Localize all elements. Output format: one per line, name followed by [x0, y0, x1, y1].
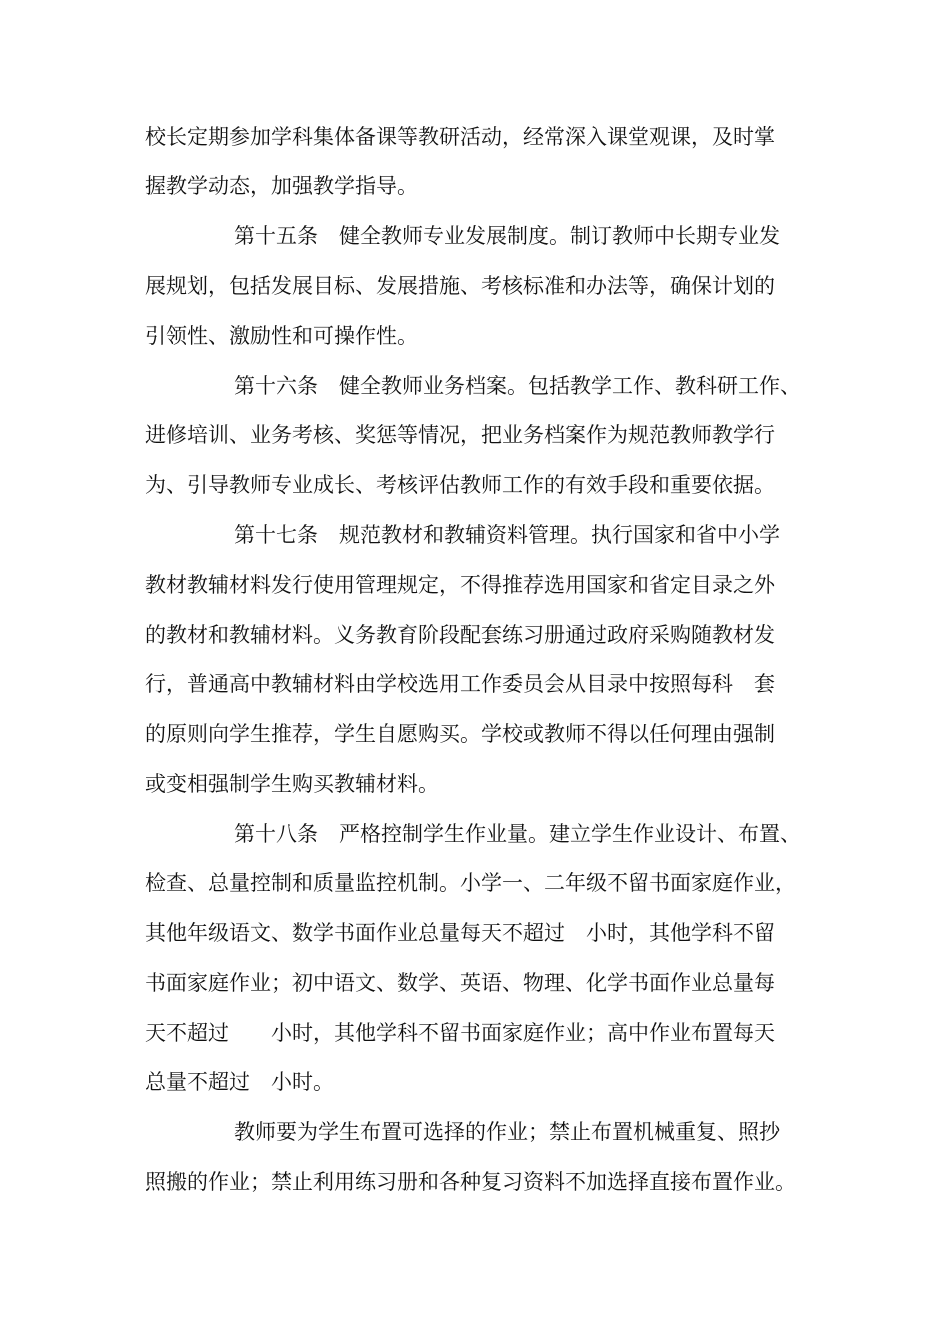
text-line: 进修培训、业务考核、奖惩等情况，把业务档案作为规范教师教学行	[145, 423, 775, 447]
text-line: 天不超过 小时，其他学科不留书面家庭作业；高中作业布置每天	[145, 1021, 775, 1045]
text-line: 引领性、激励性和可操作性。	[145, 324, 418, 348]
article-17-heading-line: 第十七条 规范教材和教辅资料管理。执行国家和省中小学	[234, 523, 780, 547]
article-16-heading-line: 第十六条 健全教师业务档案。包括教学工作、教科研工作、	[234, 374, 801, 398]
text-line: 的原则向学生推荐，学生自愿购买。学校或教师不得以任何理由强制	[145, 722, 775, 746]
article-15-heading-line: 第十五条 健全教师专业发展制度。制订教师中长期专业发	[234, 224, 780, 248]
text-line: 照搬的作业；禁止利用练习册和各种复习资料不加选择直接布置作业。	[145, 1170, 796, 1194]
text-line: 校长定期参加学科集体备课等教研活动，经常深入课堂观课，及时掌	[145, 125, 775, 149]
text-line: 握教学动态，加强教学指导。	[145, 174, 418, 198]
text-line: 总量不超过 小时。	[145, 1070, 334, 1094]
text-line: 书面家庭作业；初中语文、数学、英语、物理、化学书面作业总量每	[145, 971, 775, 995]
article-18-heading-line: 第十八条 严格控制学生作业量。建立学生作业设计、布置、	[234, 822, 801, 846]
text-line: 其他年级语文、数学书面作业总量每天不超过 小时，其他学科不留	[145, 921, 775, 945]
text-line: 行，普通高中教辅材料由学校选用工作委员会从目录中按照每科 套	[145, 672, 775, 696]
text-line: 为、引导教师专业成长、考核评估教师工作的有效手段和重要依据。	[145, 473, 775, 497]
text-line: 检查、总量控制和质量监控机制。小学一、二年级不留书面家庭作业，	[145, 871, 796, 895]
text-line: 展规划，包括发展目标、发展措施、考核标准和办法等，确保计划的	[145, 274, 775, 298]
text-line: 教材教辅材料发行使用管理规定，不得推荐选用国家和省定目录之外	[145, 573, 775, 597]
paragraph-start-line: 教师要为学生布置可选择的作业；禁止布置机械重复、照抄	[234, 1120, 780, 1144]
text-line: 或变相强制学生购买教辅材料。	[145, 772, 439, 796]
text-line: 的教材和教辅材料。义务教育阶段配套练习册通过政府采购随教材发	[145, 623, 775, 647]
